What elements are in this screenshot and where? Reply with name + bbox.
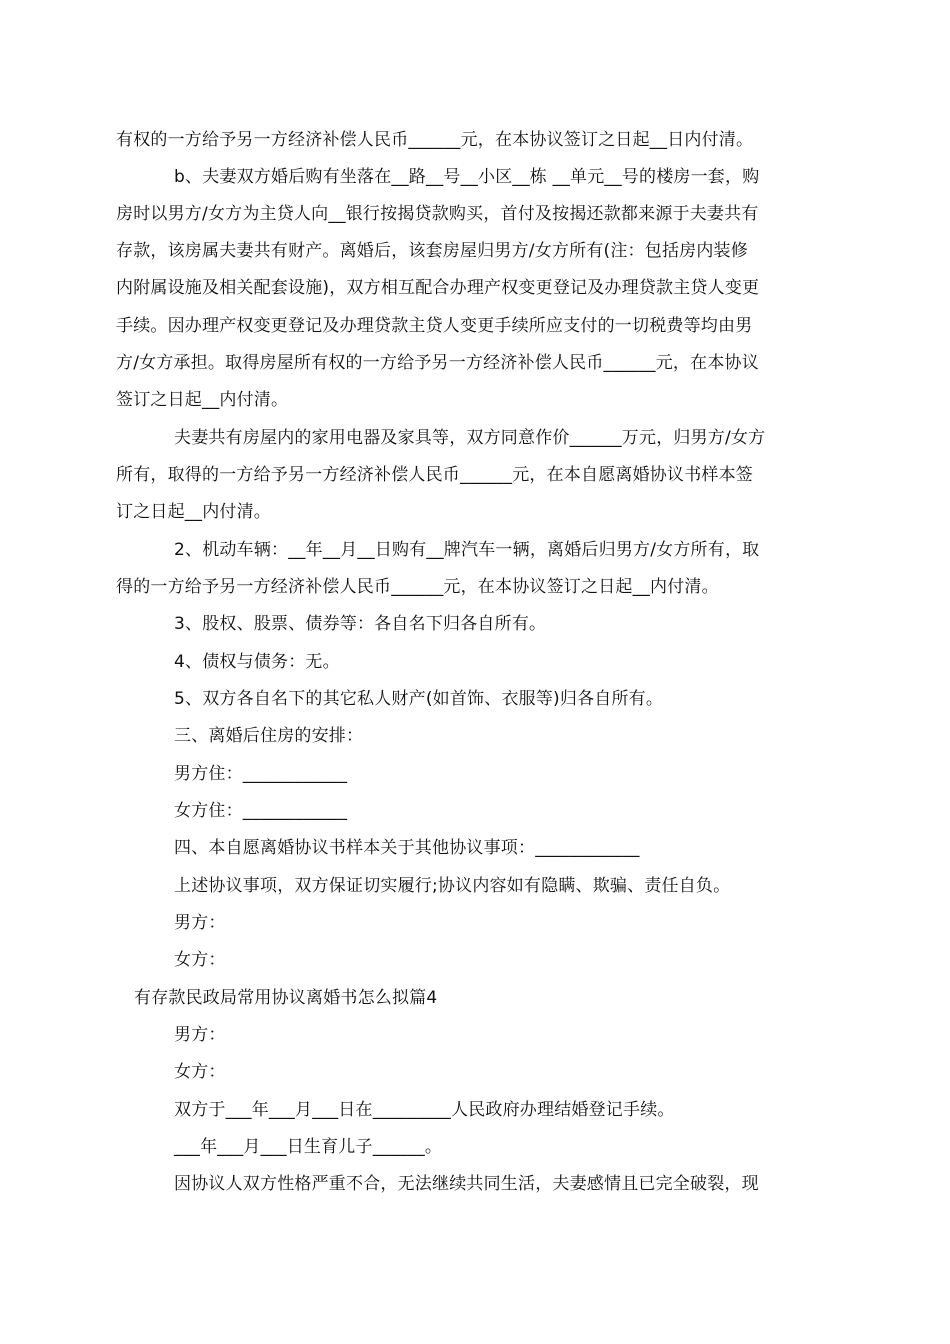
text-line: 4、债权与债务：无。 bbox=[174, 652, 340, 672]
text-line: 签订之日起__内付清。 bbox=[116, 390, 289, 410]
text-line: 5、双方各自名下的其它私人财产(如首饰、衣服等)归各自所有。 bbox=[174, 689, 664, 709]
signature-label: 男方： bbox=[174, 913, 226, 933]
text-line: 有权的一方给予另一方经济补偿人民币______元，在本协议签订之日起__日内付清。 bbox=[116, 130, 754, 150]
text-line: 上述协议事项，双方保证切实履行;协议内容如有隐瞒、欺骗、责任自负。 bbox=[174, 876, 731, 896]
text-line: 夫妻共有房屋内的家用电器及家具等，双方同意作价______万元，归男方/女方 bbox=[174, 428, 766, 448]
text-line: 手续。因办理产权变更登记及办理贷款主贷人变更手续所应支付的一切税费等均由男 bbox=[116, 316, 753, 336]
text-line: 双方于___年___月___日在_________人民政府办理结婚登记手续。 bbox=[174, 1100, 675, 1120]
section-heading: 三、离婚后住房的安排： bbox=[174, 726, 364, 746]
text-line: 房时以男方/女方为主贷人向__银行按揭贷款购买，首付及按揭还款都来源于夫妻共有 bbox=[116, 204, 759, 224]
text-line: 内附属设施及相关配套设施)，双方相互配合办理产权变更登记及办理贷款主贷人变更 bbox=[116, 278, 760, 298]
text-line: ___年___月___日生育儿子______。 bbox=[174, 1137, 443, 1157]
article-title: 有存款民政局常用协议离婚书怎么拟篇4 bbox=[134, 988, 438, 1008]
text-line: b、夫妻双方婚后购有坐落在__路__号__小区__栋 __单元__号的楼房一套，购 bbox=[174, 167, 760, 187]
text-line: 方/女方承担。取得房屋所有权的一方给予另一方经济补偿人民币______元，在本协议 bbox=[116, 353, 759, 373]
text-line: 男方住：____________ bbox=[174, 764, 348, 784]
section-heading: 四、本自愿离婚协议书样本关于其他协议事项：____________ bbox=[174, 838, 640, 858]
text-line: 存款，该房属夫妻共有财产。离婚后，该套房屋归男方/女方所有(注：包括房内装修 bbox=[116, 241, 748, 261]
text-line: 3、股权、股票、债券等：各自名下归各自所有。 bbox=[174, 614, 547, 634]
signature-label: 女方： bbox=[174, 950, 226, 970]
text-line: 订之日起__内付清。 bbox=[116, 502, 271, 522]
party-label: 女方： bbox=[174, 1062, 226, 1082]
party-label: 男方： bbox=[174, 1025, 226, 1045]
text-line: 所有，取得的一方给予另一方经济补偿人民币______元，在本自愿离婚协议书样本签 bbox=[116, 465, 753, 485]
text-line: 得的一方给予另一方经济补偿人民币______元，在本协议签订之日起__内付清。 bbox=[116, 577, 719, 597]
text-line: 因协议人双方性格严重不合，无法继续共同生活，夫妻感情且已完全破裂，现 bbox=[174, 1174, 759, 1194]
text-line: 2、机动车辆：__年__月__日购有__牌汽车一辆，离婚后归男方/女方所有，取 bbox=[174, 540, 760, 560]
text-line: 女方住：____________ bbox=[174, 801, 348, 821]
